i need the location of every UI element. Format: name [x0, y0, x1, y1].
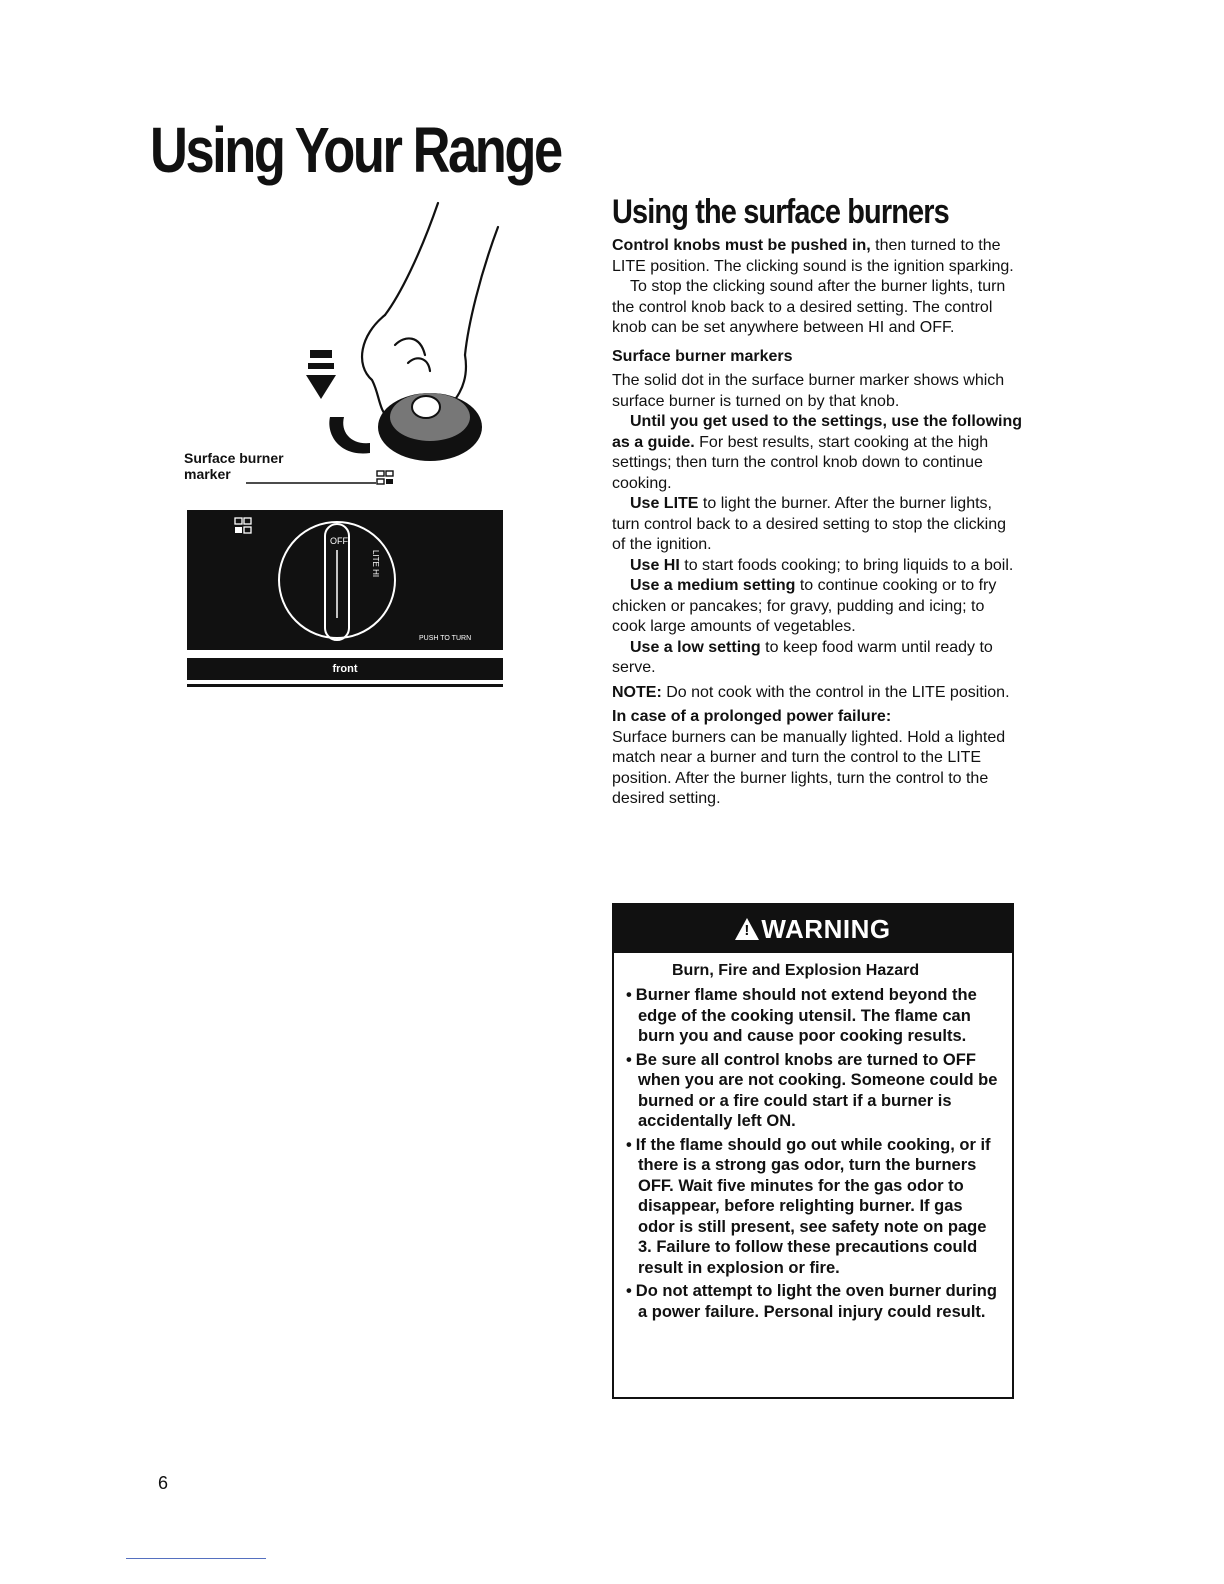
knob-lite-hi-label: LITE HI — [371, 550, 380, 578]
subheading: Surface burner markers — [612, 347, 793, 365]
front-label: front — [187, 658, 503, 680]
instructions-column — [612, 236, 1022, 810]
surface-burner-marker-label — [184, 450, 284, 482]
note — [612, 683, 1022, 704]
bold-text: Until you get used to the settings, use the following as a guide. — [612, 413, 1023, 451]
text: For best results, start cooking at the high settings; then turn the control knob down to continue cooking. — [612, 433, 989, 492]
text: to keep food warm until ready to serve. — [612, 638, 993, 676]
text: then turned to the LITE position. The clicking sound is the ignition sparking. — [612, 237, 1014, 275]
list-item: • Do not attempt to light the oven burner during a power failure. Personal injury could result. — [624, 1281, 1002, 1322]
paragraph — [612, 236, 1022, 277]
paragraph — [612, 638, 1022, 679]
knob-off-label: OFF — [330, 536, 348, 546]
subheading: In case of a prolonged power failure: — [612, 708, 892, 725]
text: to light the burner. After the burner lights, turn control back to a desired setting to stop the clicking of the ignition. — [612, 495, 1006, 553]
warning-subheading: Burn, Fire and Explosion Hazard — [672, 962, 920, 979]
label-line-2: marker — [184, 466, 231, 482]
page-number: 6 — [158, 1473, 169, 1493]
paragraph — [612, 494, 1022, 556]
control-panel-illustration — [187, 510, 503, 650]
warning-list — [614, 985, 1012, 1322]
text: to start foods cooking; to bring liquids to a boil. — [679, 556, 1014, 574]
push-turn-label: PUSH TO TURN — [419, 635, 472, 642]
paragraph — [612, 576, 1022, 638]
list-item: • Be sure all control knobs are turned to OFF when you are not cooking. Someone could be burned or a fire could start if a burner is accidentally left ON. — [624, 1050, 1002, 1132]
paragraph — [612, 556, 1022, 577]
bold-text: Control knobs must be pushed in, — [612, 237, 871, 254]
warning-icon: ! — [735, 918, 759, 940]
divider — [187, 684, 503, 687]
page-title: Using Your Range — [150, 114, 561, 186]
text: Do not cook with the control in the LITE position. — [661, 683, 1010, 701]
paragraph — [612, 412, 1022, 494]
control-knob-diagram — [187, 510, 503, 650]
bold-text: Use a low setting — [630, 638, 761, 656]
paragraph: To stop the clicking sound after the burner lights, turn the control knob back to a desired setting. The control knob can be set anywhere between HI and OFF. — [612, 278, 1006, 336]
footer-rule — [126, 1558, 266, 1559]
warning-header — [614, 905, 1012, 953]
section-title: Using the surface burners — [612, 193, 949, 231]
paragraph: Surface burners can be manually lighted. Hold a lighted match near a burner and turn the control to the LITE position. After the burner lights, turn the control to the desired setting. — [612, 728, 1006, 807]
list-item: • Burner flame should not extend beyond the edge of the cooking utensil. The flame can burn you and cause poor cooking results. — [624, 985, 1002, 1047]
bold-text: Use HI — [630, 556, 680, 574]
warning-heading: WARNING — [761, 914, 891, 944]
warning-box — [612, 903, 1014, 1399]
list-item: • If the flame should go out while cooking, or if there is a strong gas odor, turn the burners OFF. Wait five minutes for the gas odor to disappear, before relighting burner. If gas odor is still present, see safety note on page 3. Failure to follow these precautions could result in explosion or fire. — [624, 1135, 1002, 1279]
paragraph: The solid dot in the surface burner marker shows which surface burner is turned on by that knob. — [612, 372, 1005, 410]
text: to continue cooking or to fry chicken or pancakes; for gravy, pudding and icing; to cook large amounts of vegetables. — [612, 577, 997, 635]
bold-text: Use a medium setting — [630, 577, 796, 594]
label-line-1: Surface burner — [184, 450, 284, 466]
bold-text: NOTE: — [612, 683, 662, 701]
bold-text: Use LITE — [630, 495, 699, 512]
